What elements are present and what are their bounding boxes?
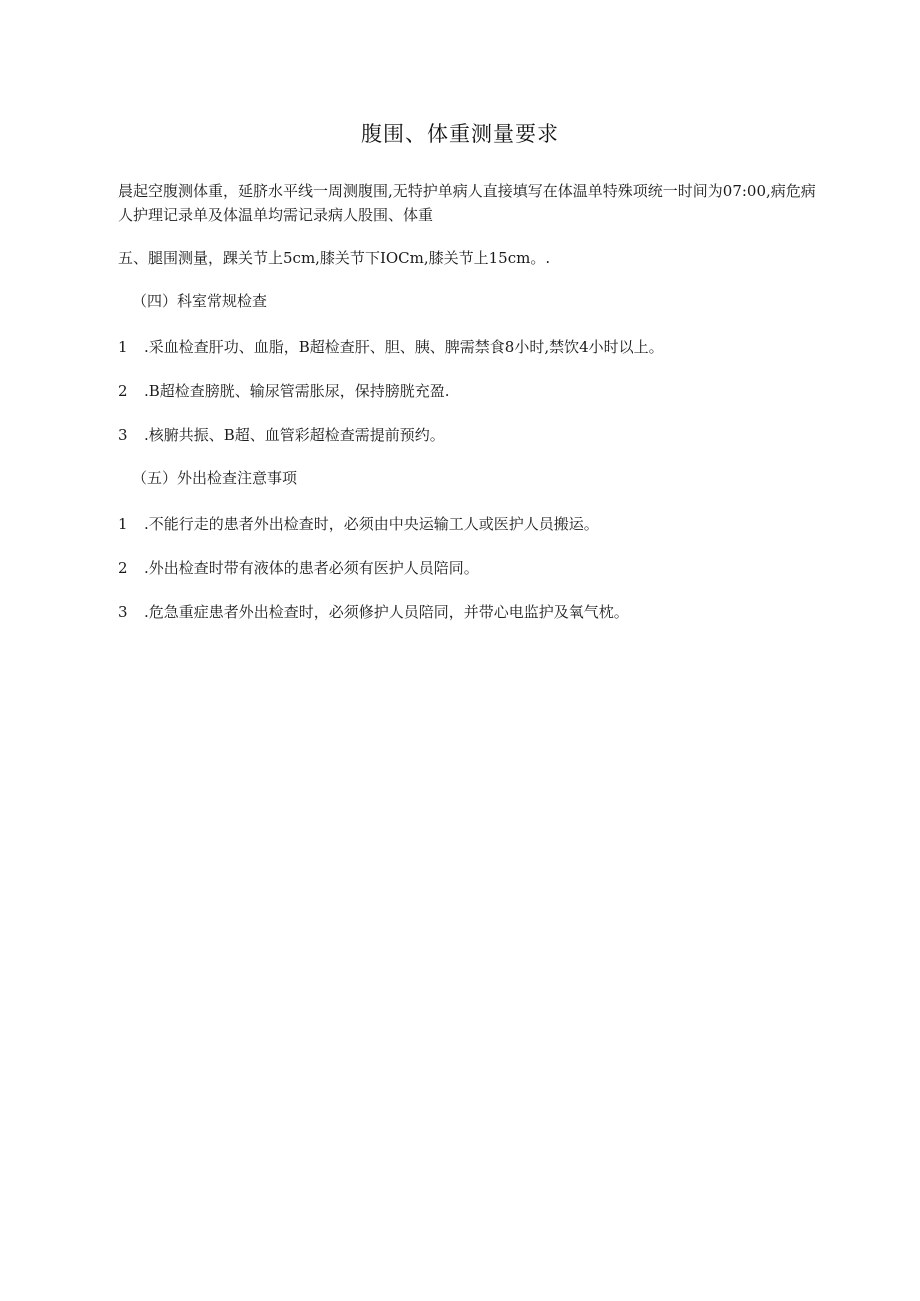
section-5-item-1 — [118, 513, 599, 535]
item-text: .B超检查膀胱、输尿管需胀尿，保持膀胱充盈. — [144, 382, 450, 400]
leg-measure-paragraph: 五、腿围测量，踝关节上5cm,膝关节下IOCm,膝关节上15cm。. — [118, 249, 551, 267]
item-text: .核腑共振、B超、血管彩超检查需提前预约。 — [144, 426, 445, 444]
section-4-item-3 — [118, 424, 445, 446]
item-text: .危急重症患者外出检查时，必须修护人员陪同，并带心电监护及氧气枕。 — [144, 603, 629, 621]
item-text: .外出检查时带有液体的患者必须有医护人员陪同。 — [144, 559, 479, 577]
intro-paragraph — [118, 179, 818, 227]
page-title: 腹围、体重测量要求 — [361, 122, 559, 146]
item-number: 2 — [118, 382, 128, 400]
item-number: 2 — [118, 559, 128, 577]
item-number: 1 — [118, 338, 128, 356]
section-4-heading: （四）科室常规检查 — [132, 292, 268, 310]
section-5-item-3 — [118, 601, 629, 623]
intro-paragraph-text: 晨起空腹测体重，延脐水平线一周测腹围,无特护单病人直接填写在体温单特殊项统一时间为07:00,病危病人护理记录单及体温单均需记录病人股围、体重 — [118, 182, 816, 224]
item-text: .不能行走的患者外出检查时，必须由中央运输工人或医护人员搬运。 — [144, 515, 599, 533]
section-4-item-2 — [118, 380, 450, 402]
item-number: 1 — [118, 515, 128, 533]
item-number: 3 — [118, 426, 128, 444]
item-number: 3 — [118, 603, 128, 621]
section-5-item-2 — [118, 557, 479, 579]
section-4-item-1 — [118, 336, 664, 358]
section-5-heading: （五）外出检查注意事项 — [132, 469, 298, 487]
item-text: .采血检查肝功、血脂，B超检查肝、胆、胰、脾需禁食8小时,禁饮4小时以上。 — [144, 338, 664, 356]
